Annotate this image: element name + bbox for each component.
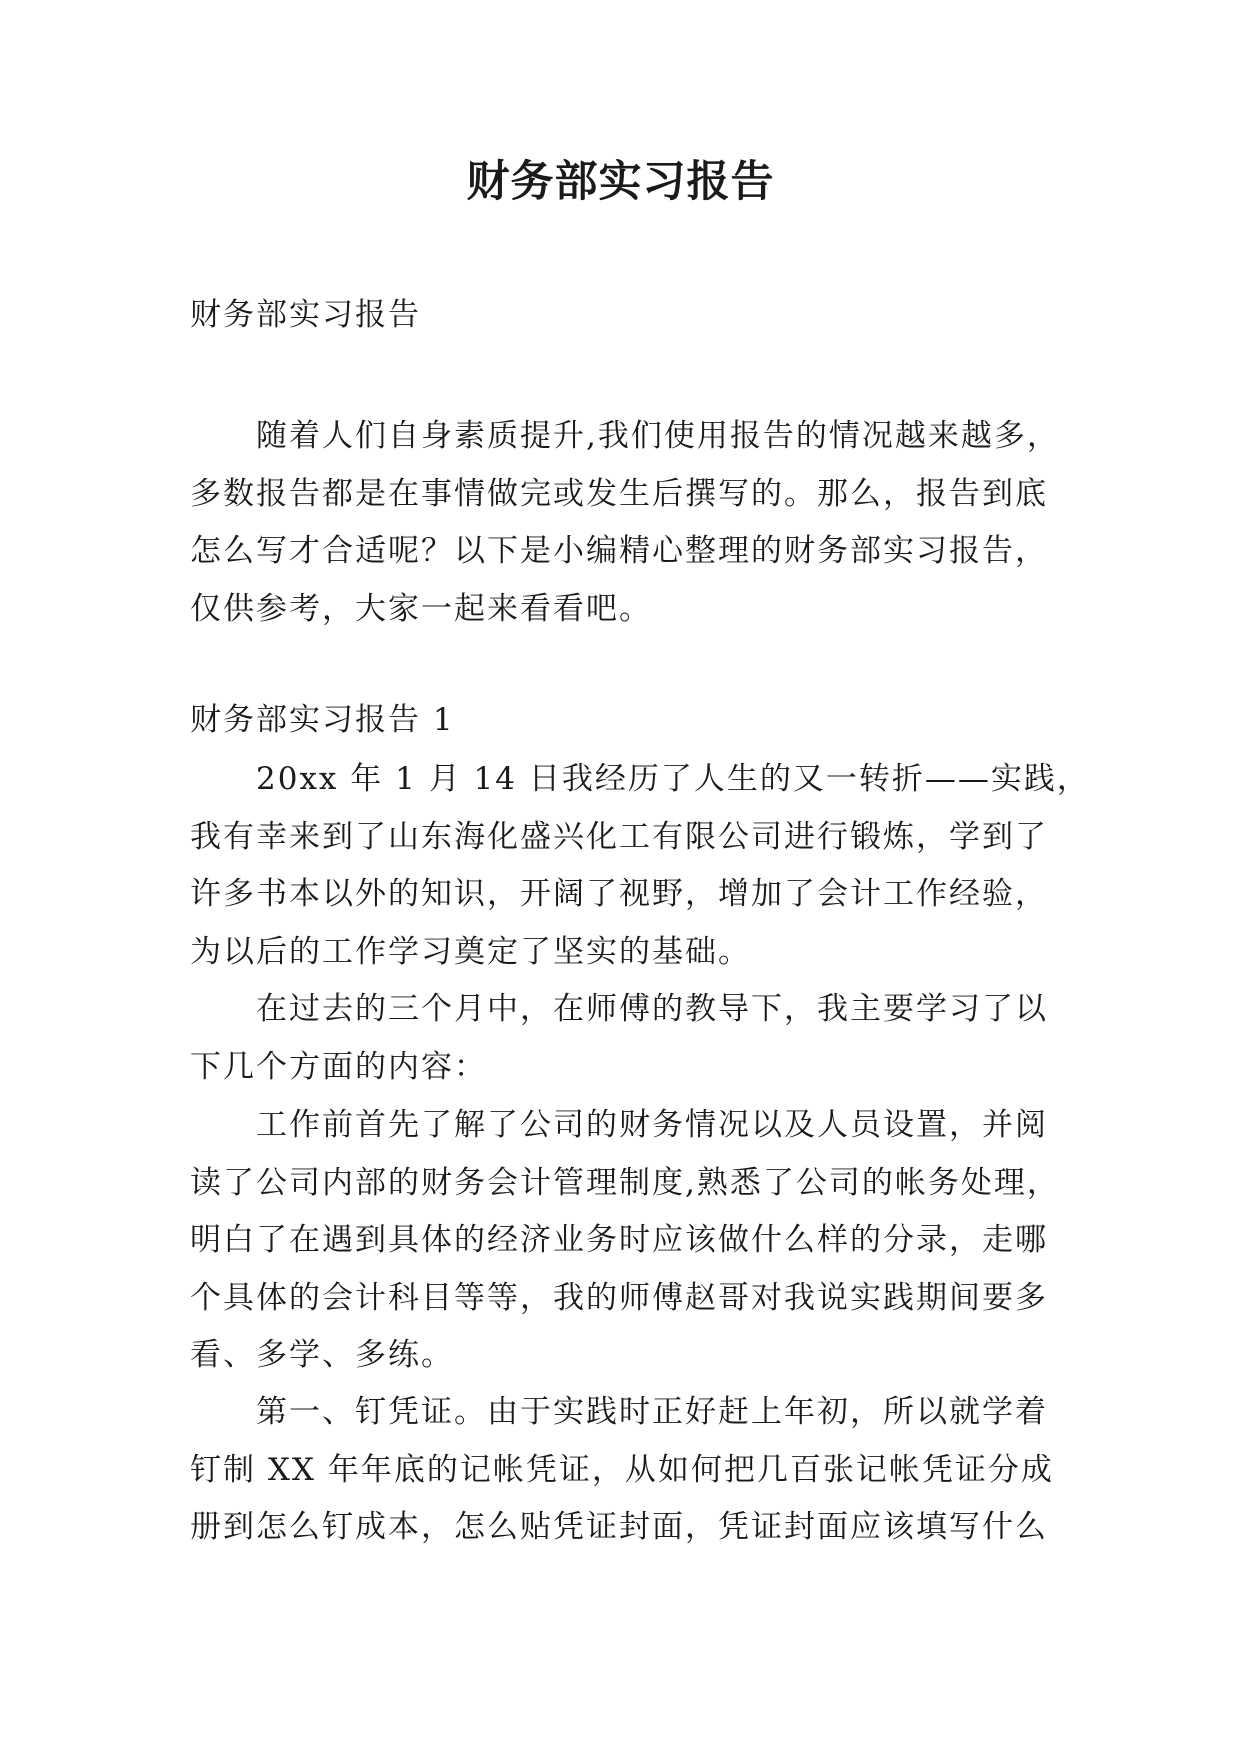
body-paragraph-4 bbox=[190, 1384, 1070, 1557]
text-line: 第一、钉凭证。由于实践时正好赶上年初，所以就学着 bbox=[256, 1394, 1048, 1430]
text-line: 我有幸来到了山东海化盛兴化工有限公司进行锻炼，学到了 bbox=[190, 818, 1048, 855]
document-subtitle: 财务部实习报告 bbox=[190, 297, 421, 333]
text-line: 随着人们自身素质提升,我们使用报告的情况越来越多， bbox=[256, 418, 1060, 454]
text-line: 个具体的会计科目等等，我的师傅赵哥对我说实践期间要多 bbox=[190, 1279, 1048, 1316]
text-line: 钉制 XX 年年底的记帐凭证，从如何把几百张记帐凭证分成 bbox=[190, 1451, 1054, 1488]
text-line: 许多书本以外的知识，开阔了视野，增加了会计工作经验， bbox=[190, 876, 1048, 912]
text-line: 明白了在遇到具体的经济业务时应该做什么样的分录，走哪 bbox=[190, 1222, 1048, 1258]
text-line: 在过去的三个月中，在师傅的教导下，我主要学习了以 bbox=[256, 991, 1048, 1027]
intro-paragraph bbox=[190, 408, 1070, 638]
text-line: 工作前首先了解了公司的财务情况以及人员设置，并阅 bbox=[256, 1107, 1048, 1143]
text-line: 看、多学、多练。 bbox=[190, 1337, 454, 1373]
text-line: 下几个方面的内容： bbox=[190, 1048, 487, 1085]
text-line: 册到怎么钉成本，怎么贴凭证封面，凭证封面应该填写什么 bbox=[190, 1509, 1048, 1545]
section-heading: 财务部实习报告 1 bbox=[190, 702, 455, 738]
text-line: 怎么写才合适呢？以下是小编精心整理的财务部实习报告， bbox=[190, 533, 1048, 569]
text-line: 读了公司内部的财务会计管理制度,熟悉了公司的帐务处理， bbox=[190, 1164, 1060, 1201]
text-line: 仅供参考，大家一起来看看吧。 bbox=[190, 590, 652, 627]
body-paragraph-2 bbox=[190, 981, 1070, 1096]
document-title: 财务部实习报告 bbox=[466, 157, 775, 207]
body-paragraph-3 bbox=[190, 1097, 1070, 1385]
text-line: 多数报告都是在事情做完或发生后撰写的。那么，报告到底 bbox=[190, 475, 1048, 512]
text-line: 为以后的工作学习奠定了坚实的基础。 bbox=[190, 933, 751, 970]
body-paragraph-1 bbox=[190, 751, 1090, 981]
text-line: 20xx 年 1 月 14 日我经历了人生的又一转折——实践， bbox=[256, 761, 1090, 797]
